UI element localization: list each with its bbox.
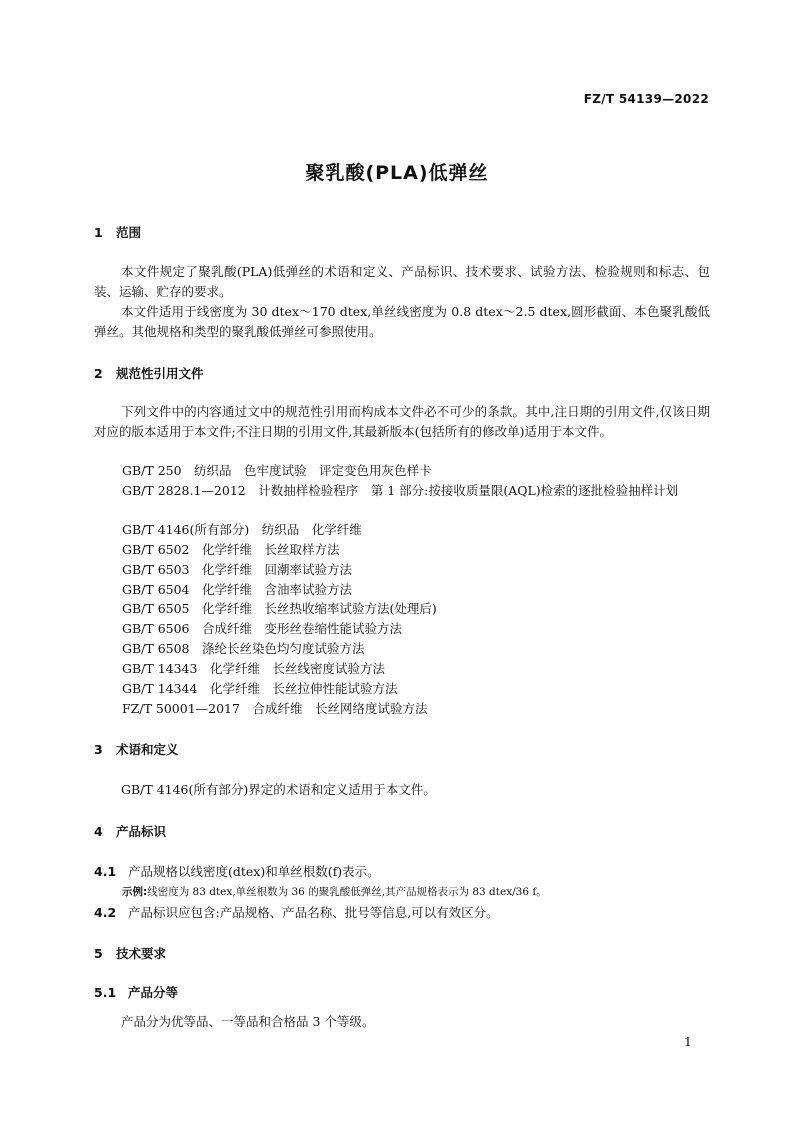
scope-paragraph-2: 本文件适用于线密度为 30 dtex～170 dtex,单丝线密度为 0.8 dtex～2.5 dtex,圆形截面、本色聚乳酸低弹丝。其他规格和类型的聚乳酸低弹丝可参照使用。: [94, 304, 710, 339]
clause-4-2: [94, 903, 499, 921]
clause-number: 4.1: [94, 864, 117, 879]
clause-4-1: [94, 862, 380, 880]
section-1-heading: [94, 223, 141, 241]
references-intro: 下列文件中的内容通过文中的规范性引用而构成本文件必不可少的条款。其中,注日期的引用文件,仅该日期对应的版本适用于本文件;不注日期的引用文件,其最新版本(包括所有的修改单)适用于本文件。: [94, 404, 710, 439]
section-number: 4: [94, 824, 103, 839]
example-label: 示例:: [122, 886, 148, 898]
reference-item: GB/T 4146(所有部分) 纺织品 化学纤维: [122, 522, 362, 537]
standard-code: FZ/T 54139—2022: [583, 92, 709, 106]
reference-item: GB/T 14343 化学纤维 长丝线密度试验方法: [122, 661, 385, 676]
reference-item: GB/T 6503 化学纤维 回潮率试验方法: [122, 562, 353, 577]
reference-item: GB/T 6502 化学纤维 长丝取样方法: [122, 542, 340, 557]
grading-paragraph: 产品分为优等品、一等品和合格品 3 个等级。: [121, 1014, 375, 1029]
section-title: 规范性引用文件: [116, 366, 204, 381]
reference-item: GB/T 6504 化学纤维 含油率试验方法: [122, 582, 353, 597]
section-number: 3: [94, 742, 103, 757]
terms-paragraph: GB/T 4146(所有部分)界定的术语和定义适用于本文件。: [121, 782, 436, 797]
section-number: 2: [94, 366, 103, 381]
reference-item: GB/T 2828.1—2012 计数抽样检验程序 第 1 部分:按接收质量限(AQL)检索的逐批检验抽样计划: [122, 483, 679, 498]
example-note: [122, 884, 547, 899]
clause-number: 5.1: [94, 985, 117, 1000]
section-title: 技术要求: [116, 946, 167, 961]
section-5-heading: [94, 944, 166, 962]
section-3-heading: [94, 740, 179, 758]
page-number: 1: [684, 1034, 692, 1049]
clause-number: 4.2: [94, 905, 117, 920]
clause-text: 产品标识应包含:产品规格、产品名称、批号等信息,可以有效区分。: [128, 905, 499, 920]
reference-item: GB/T 6506 合成纤维 变形丝卷缩性能试验方法: [122, 621, 403, 636]
section-title: 范围: [116, 225, 142, 240]
reference-item: FZ/T 50001—2017 合成纤维 长丝网络度试验方法: [122, 701, 428, 716]
clause-5-1-heading: [94, 983, 178, 1001]
reference-item: GB/T 6508 涤纶长丝染色均匀度试验方法: [122, 641, 365, 656]
section-title: 术语和定义: [116, 742, 179, 757]
section-number: 1: [94, 225, 103, 240]
reference-item: GB/T 14344 化学纤维 长丝拉伸性能试验方法: [122, 681, 398, 696]
scope-paragraph-1: 本文件规定了聚乳酸(PLA)低弹丝的术语和定义、产品标识、技术要求、试验方法、检验规则和标志、包装、运输、贮存的要求。: [94, 264, 710, 299]
reference-item: GB/T 6505 化学纤维 长丝热收缩率试验方法(处理后): [122, 601, 437, 616]
document-title: 聚乳酸(PLA)低弹丝: [305, 162, 489, 184]
section-title: 产品标识: [116, 824, 167, 839]
section-number: 5: [94, 946, 103, 961]
reference-item: GB/T 250 纺织品 色牢度试验 评定变色用灰色样卡: [122, 463, 432, 478]
clause-text: 产品规格以线密度(dtex)和单丝根数(f)表示。: [128, 864, 380, 879]
clause-title: 产品分等: [128, 985, 179, 1000]
section-4-heading: [94, 822, 166, 840]
example-text: 线密度为 83 dtex,单丝根数为 36 的聚乳酸低弹丝,其产品规格表示为 83 dtex/36 f。: [147, 886, 547, 898]
section-2-heading: [94, 364, 204, 382]
